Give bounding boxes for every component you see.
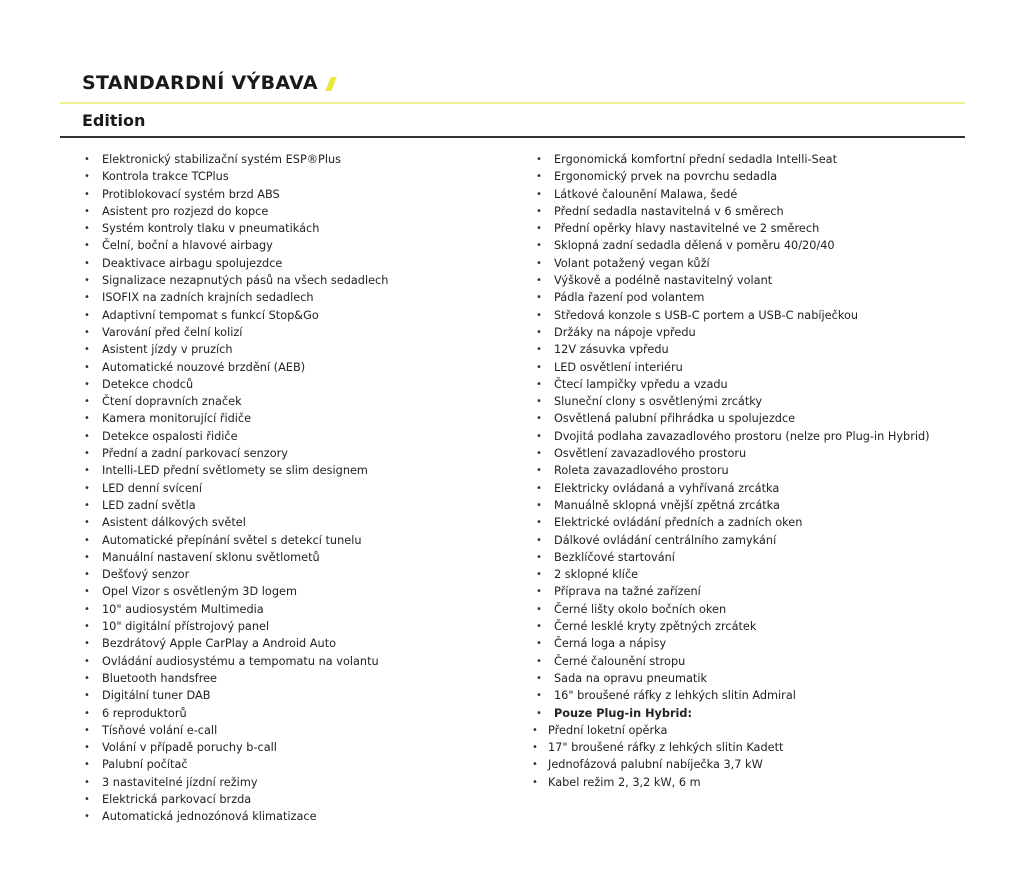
- feature-item: [84, 497, 388, 514]
- feature-item: [536, 203, 930, 220]
- bullet-icon: •: [84, 655, 90, 667]
- bullet-icon: •: [84, 292, 90, 304]
- feature-item: [84, 203, 388, 220]
- bullet-icon: •: [84, 223, 90, 235]
- feature-text: Roleta zavazadlového prostoru: [554, 464, 729, 478]
- bullet-icon: •: [84, 707, 90, 719]
- feature-item: [536, 497, 930, 514]
- feature-item: [84, 756, 388, 773]
- feature-text: Detekce chodců: [102, 377, 194, 391]
- bullet-icon: •: [536, 551, 542, 563]
- dark-divider: [60, 136, 965, 138]
- bullet-icon: •: [536, 309, 542, 321]
- feature-text: Elektronický stabilizační systém ESP®Plus: [102, 153, 342, 166]
- feature-item: [536, 376, 930, 393]
- feature-item: [536, 549, 930, 566]
- feature-text: LED zadní světla: [102, 498, 196, 512]
- bullet-icon: •: [536, 361, 542, 373]
- bullet-icon: •: [84, 517, 90, 529]
- feature-item: [84, 532, 388, 549]
- feature-text: Elektrická parkovací brzda: [102, 792, 252, 806]
- feature-text: Manuální nastavení sklonu světlometů: [102, 550, 320, 564]
- feature-item: [84, 359, 388, 376]
- feature-item: [536, 220, 930, 237]
- bullet-icon: •: [536, 326, 542, 338]
- feature-item: [84, 514, 388, 531]
- feature-item: [84, 393, 388, 410]
- feature-text: Adaptivní tempomat s funkcí Stop&Go: [102, 308, 319, 322]
- feature-text: Přední a zadní parkovací senzory: [102, 447, 288, 461]
- bullet-icon: •: [536, 603, 542, 615]
- feature-text: Manuálně sklopná vnější zpětná zrcátka: [554, 498, 780, 512]
- bullet-icon: •: [536, 690, 542, 702]
- feature-item: [84, 237, 388, 254]
- feature-item: [536, 324, 930, 341]
- bullet-icon: •: [536, 586, 542, 598]
- bullet-icon: •: [84, 482, 90, 494]
- bullet-icon: •: [536, 413, 542, 425]
- bullet-icon: •: [84, 569, 90, 581]
- bullet-icon: •: [532, 776, 538, 788]
- feature-text: 2 sklopné klíče: [554, 568, 639, 582]
- bullet-icon: •: [84, 499, 90, 511]
- feature-item: [536, 583, 930, 600]
- feature-text: Intelli-LED přední světlomety se slim designem: [102, 464, 368, 478]
- feature-item: [84, 566, 388, 583]
- feature-text: 6 reproduktorů: [102, 706, 187, 720]
- feature-item: [536, 151, 930, 168]
- feature-text: Kamera monitorující řidiče: [102, 412, 252, 426]
- feature-item: [84, 168, 388, 185]
- feature-text: Systém kontroly tlaku v pneumatikách: [102, 222, 320, 236]
- bullet-icon: •: [536, 292, 542, 304]
- feature-item: [84, 549, 388, 566]
- trim-subtitle: Edition: [82, 111, 146, 130]
- bullet-icon: •: [84, 257, 90, 269]
- feature-item: [536, 255, 930, 272]
- feature-text: Dálkové ovládání centrálního zamykání: [554, 533, 777, 547]
- feature-text: 17" broušené ráfky z lehkých slitin Kadett: [548, 741, 784, 755]
- feature-item: [84, 151, 388, 168]
- feature-text: 3 nastavitelné jízdní režimy: [102, 775, 258, 789]
- feature-item: [536, 462, 930, 479]
- plugin-hybrid-list: [532, 722, 930, 791]
- feature-item: [536, 687, 930, 704]
- feature-item: [536, 635, 930, 652]
- feature-item: [536, 410, 930, 427]
- feature-text: Kontrola trakce TCPlus: [102, 170, 229, 184]
- feature-text: 10" digitální přístrojový panel: [102, 620, 270, 634]
- bullet-icon: •: [84, 724, 90, 736]
- feature-text: Látkové čalounění Malawa, šedé: [554, 187, 738, 201]
- bullet-icon: •: [84, 690, 90, 702]
- feature-item: [84, 583, 388, 600]
- feature-text: Sklopná zadní sedadla dělená v poměru 40/20/40: [554, 239, 835, 253]
- feature-text: Jednofázová palubní nabíječka 3,7 kW: [548, 758, 763, 772]
- feature-text: Čtení dopravních značek: [102, 395, 242, 409]
- bullet-icon: •: [84, 586, 90, 598]
- bullet-icon: •: [84, 430, 90, 442]
- feature-item: [536, 341, 930, 358]
- bullet-icon: •: [84, 759, 90, 771]
- feature-item: [84, 705, 388, 722]
- feature-item: [84, 186, 388, 203]
- bullet-icon: •: [84, 188, 90, 200]
- feature-item: [84, 410, 388, 427]
- bullet-icon: •: [84, 171, 90, 183]
- feature-item: [536, 532, 930, 549]
- feature-item: [84, 653, 388, 670]
- feature-text: Kabel režim 2, 3,2 kW, 6 m: [548, 775, 701, 789]
- feature-item: [536, 670, 930, 687]
- feature-text: Deaktivace airbagu spolujezdce: [102, 256, 283, 270]
- feature-item: [536, 168, 930, 185]
- feature-text: Dvojitá podlaha zavazadlového prostoru (nelze pro Plug-in Hybrid): [554, 429, 930, 443]
- feature-item: [84, 774, 388, 791]
- feature-text: Sada na opravu pneumatik: [554, 671, 708, 685]
- feature-text: 16" broušené ráfky z lehkých slitin Admiral: [554, 689, 796, 703]
- bullet-icon: •: [536, 534, 542, 546]
- feature-text: Elektricky ovládaná a vyhřívaná zrcátka: [554, 481, 780, 495]
- feature-text: Příprava na tažné zařízení: [554, 585, 701, 599]
- bullet-icon: •: [536, 188, 542, 200]
- feature-text: Automatické přepínání světel s detekcí tunelu: [102, 533, 362, 547]
- bullet-icon: •: [536, 430, 542, 442]
- bullet-icon: •: [536, 378, 542, 390]
- bullet-icon: •: [84, 344, 90, 356]
- plugin-hybrid-item: [532, 774, 930, 791]
- bullet-icon: •: [84, 638, 90, 650]
- bullet-icon: •: [536, 240, 542, 252]
- left-feature-list: [84, 151, 388, 826]
- feature-item: [536, 186, 930, 203]
- bullet-icon: •: [536, 621, 542, 633]
- bullet-icon: •: [84, 793, 90, 805]
- feature-text: Protiblokovací systém brzd ABS: [102, 187, 280, 201]
- bullet-icon: •: [536, 275, 542, 287]
- feature-item: [84, 601, 388, 618]
- feature-item: [84, 272, 388, 289]
- feature-text: Ergonomický prvek na povrchu sedadla: [554, 170, 778, 184]
- feature-item: [536, 480, 930, 497]
- bullet-icon: •: [536, 465, 542, 477]
- feature-text: Automatické nouzové brzdění (AEB): [102, 360, 306, 374]
- feature-item: [84, 307, 388, 324]
- bullet-icon: •: [84, 240, 90, 252]
- feature-item: [84, 462, 388, 479]
- feature-text: Detekce ospalosti řidiče: [102, 429, 238, 443]
- bullet-icon: •: [536, 257, 542, 269]
- bullet-icon: •: [536, 205, 542, 217]
- feature-item: [536, 307, 930, 324]
- bullet-icon: •: [536, 344, 542, 356]
- feature-item: [84, 739, 388, 756]
- bullet-icon: •: [536, 517, 542, 529]
- bullet-icon: •: [84, 551, 90, 563]
- bullet-icon: •: [84, 205, 90, 217]
- feature-text: Asistent jízdy v pruzích: [102, 343, 233, 357]
- bullet-icon: •: [536, 655, 542, 667]
- plugin-hybrid-heading: [536, 705, 930, 722]
- feature-text: Černé lesklé kryty zpětných zrcátek: [554, 620, 757, 634]
- feature-text: Volant potažený vegan kůží: [554, 256, 710, 270]
- feature-text: Elektrické ovládání předních a zadních oken: [554, 516, 803, 530]
- feature-item: [84, 445, 388, 462]
- feature-text: Přední loketní opěrka: [548, 723, 668, 737]
- bullet-icon: •: [84, 603, 90, 615]
- feature-item: [536, 359, 930, 376]
- bullet-icon: •: [532, 759, 538, 771]
- bullet-icon: •: [84, 154, 90, 165]
- feature-text: Signalizace nezapnutých pásů na všech sedadlech: [102, 274, 389, 288]
- feature-text: Palubní počítač: [102, 758, 188, 772]
- right-feature-list: [532, 151, 930, 791]
- feature-text: LED osvětlení interiéru: [554, 360, 683, 374]
- feature-item: [536, 445, 930, 462]
- feature-text: Pádla řazení pod volantem: [554, 291, 705, 305]
- feature-item: [536, 618, 930, 635]
- feature-text: Sluneční clony s osvětlenými zrcátky: [554, 395, 763, 409]
- bullet-icon: •: [536, 154, 542, 165]
- feature-item: [84, 480, 388, 497]
- feature-item: [536, 514, 930, 531]
- feature-text: Přední opěrky hlavy nastavitelné ve 2 směrech: [554, 222, 820, 236]
- feature-text: Čelní, boční a hlavové airbagy: [102, 239, 273, 253]
- feature-text: Výškově a podélně nastavitelný volant: [554, 274, 773, 288]
- bullet-icon: •: [84, 448, 90, 460]
- bullet-icon: •: [84, 742, 90, 754]
- feature-item: [536, 272, 930, 289]
- bullet-icon: •: [84, 361, 90, 373]
- page-title: STANDARDNÍ VÝBAVA: [82, 72, 318, 94]
- feature-item: [536, 393, 930, 410]
- feature-text: Automatická jednozónová klimatizace: [102, 810, 317, 824]
- bullet-icon: •: [536, 171, 542, 183]
- bullet-icon: •: [84, 465, 90, 477]
- feature-item: [84, 428, 388, 445]
- feature-item: [84, 341, 388, 358]
- feature-item: [84, 376, 388, 393]
- feature-text: Držáky na nápoje vpředu: [554, 325, 696, 339]
- feature-item: [84, 324, 388, 341]
- bullet-icon: •: [84, 621, 90, 633]
- bullet-icon: •: [84, 309, 90, 321]
- feature-text: Osvětlená palubní přihrádka u spolujezdce: [554, 412, 796, 426]
- feature-text: Dešťový senzor: [102, 568, 190, 582]
- bullet-icon: •: [536, 638, 542, 650]
- feature-item: [84, 722, 388, 739]
- plugin-hybrid-item: [532, 739, 930, 756]
- bullet-icon: •: [532, 742, 538, 754]
- bullet-icon: •: [536, 482, 542, 494]
- feature-text: Středová konzole s USB-C portem a USB-C nabíječkou: [554, 308, 859, 322]
- feature-text: ISOFIX na zadních krajních sedadlech: [102, 291, 314, 305]
- feature-item: [84, 255, 388, 272]
- bullet-icon: •: [536, 499, 542, 511]
- plugin-hybrid-item: [532, 722, 930, 739]
- feature-item: [84, 808, 388, 825]
- page-header: [82, 72, 334, 94]
- bullet-icon: •: [84, 811, 90, 823]
- bullet-icon: •: [532, 724, 538, 736]
- feature-text: Opel Vizor s osvětleným 3D logem: [102, 585, 297, 599]
- bullet-icon: •: [84, 672, 90, 684]
- feature-item: [536, 601, 930, 618]
- bullet-icon: •: [84, 396, 90, 408]
- feature-text: Bluetooth handsfree: [102, 671, 218, 685]
- plugin-hybrid-item: [532, 756, 930, 773]
- bullet-icon: •: [536, 672, 542, 684]
- feature-item: [536, 428, 930, 445]
- yellow-divider: [60, 102, 965, 104]
- feature-item: [84, 670, 388, 687]
- bullet-icon: •: [84, 413, 90, 425]
- feature-text: 12V zásuvka vpředu: [554, 343, 669, 357]
- feature-text: Ovládání audiosystému a tempomatu na volantu: [102, 654, 379, 668]
- feature-text: 10" audiosystém Multimedia: [102, 602, 264, 616]
- feature-text: LED denní svícení: [102, 481, 203, 495]
- feature-item: [84, 687, 388, 704]
- feature-item: [84, 220, 388, 237]
- slash-accent-icon: [325, 77, 337, 91]
- feature-item: [84, 635, 388, 652]
- bullet-icon: •: [84, 326, 90, 338]
- feature-text: Volání v případě poruchy b-call: [102, 741, 277, 755]
- feature-text: Asistent dálkových světel: [102, 516, 246, 530]
- feature-item: [536, 237, 930, 254]
- feature-text: Čtecí lampičky vpředu a vzadu: [554, 377, 728, 391]
- feature-text: Černé lišty okolo bočních oken: [554, 602, 727, 616]
- bullet-icon: •: [84, 378, 90, 390]
- bullet-icon: •: [536, 569, 542, 581]
- bullet-icon: •: [84, 275, 90, 287]
- feature-text: Asistent pro rozjezd do kopce: [102, 204, 269, 218]
- bullet-icon: •: [84, 534, 90, 546]
- feature-item: [84, 289, 388, 306]
- feature-text: Varování před čelní kolizí: [102, 325, 243, 339]
- bullet-icon: •: [536, 396, 542, 408]
- feature-item: [536, 653, 930, 670]
- bullet-icon: •: [84, 776, 90, 788]
- feature-item: [84, 618, 388, 635]
- feature-item: [536, 566, 930, 583]
- feature-text: Černá loga a nápisy: [554, 637, 667, 651]
- feature-text: Černé čalounění stropu: [554, 654, 686, 668]
- feature-text: Osvětlení zavazadlového prostoru: [554, 447, 747, 461]
- feature-text: Pouze Plug-in Hybrid:: [554, 706, 693, 720]
- feature-text: Bezdrátový Apple CarPlay a Android Auto: [102, 637, 337, 651]
- feature-text: Digitální tuner DAB: [102, 689, 211, 703]
- bullet-icon: •: [536, 448, 542, 460]
- feature-item: [84, 791, 388, 808]
- bullet-icon: •: [536, 707, 542, 719]
- feature-text: Ergonomická komfortní přední sedadla Intelli-Seat: [554, 153, 838, 166]
- bullet-icon: •: [536, 223, 542, 235]
- feature-text: Přední sedadla nastavitelná v 6 směrech: [554, 204, 784, 218]
- feature-text: Tísňové volání e-call: [102, 723, 218, 737]
- feature-item: [536, 289, 930, 306]
- feature-text: Bezklíčové startování: [554, 550, 675, 564]
